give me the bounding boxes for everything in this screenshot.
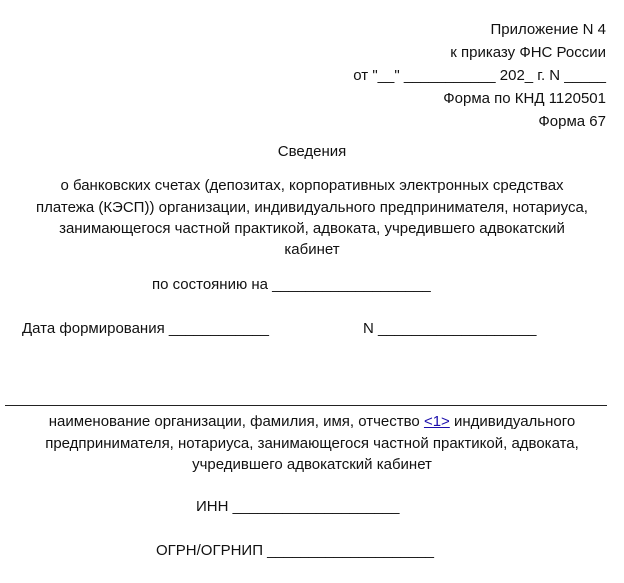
org-caption-line-1 <box>0 413 624 430</box>
form-number: Форма 67 <box>538 113 606 130</box>
org-caption-line-3: учредившего адвокатский кабинет <box>192 456 432 473</box>
order-reference: к приказу ФНС России <box>450 44 606 61</box>
footnote-1-link[interactable]: <1> <box>423 413 450 430</box>
inn-field: ИНН ____________________ <box>196 498 400 515</box>
number-field: N ___________________ <box>363 320 537 337</box>
org-caption-text-before: наименование организации, фамилия, имя, отчество <box>48 413 424 430</box>
subtitle-line-4: кабинет <box>284 241 340 258</box>
document-title: Сведения <box>277 143 347 160</box>
org-caption-line-2: предпринимателя, нотариуса, занимающегося частной практикой, адвоката, <box>45 435 579 452</box>
organization-name-line <box>5 405 607 406</box>
formation-date-field: Дата формирования ____________ <box>22 320 269 337</box>
form-knd-code: Форма по КНД 1120501 <box>443 90 606 107</box>
appendix-label: Приложение N 4 <box>490 21 606 38</box>
subtitle-line-2: платежа (КЭСП)) организации, индивидуального предпринимателя, нотариуса, <box>36 199 588 216</box>
order-date-number: от "__" ___________ 202_ г. N _____ <box>353 67 606 84</box>
subtitle-line-1: о банковских счетах (депозитах, корпоративных электронных средствах <box>60 177 564 194</box>
org-caption-text-after: индивидуального <box>449 413 576 430</box>
as-of-date-field: по состоянию на ___________________ <box>152 276 431 293</box>
subtitle-line-3: занимающегося частной практикой, адвоката, учредившего адвокатский <box>59 220 565 237</box>
ogrn-field: ОГРН/ОГРНИП ____________________ <box>156 542 434 559</box>
